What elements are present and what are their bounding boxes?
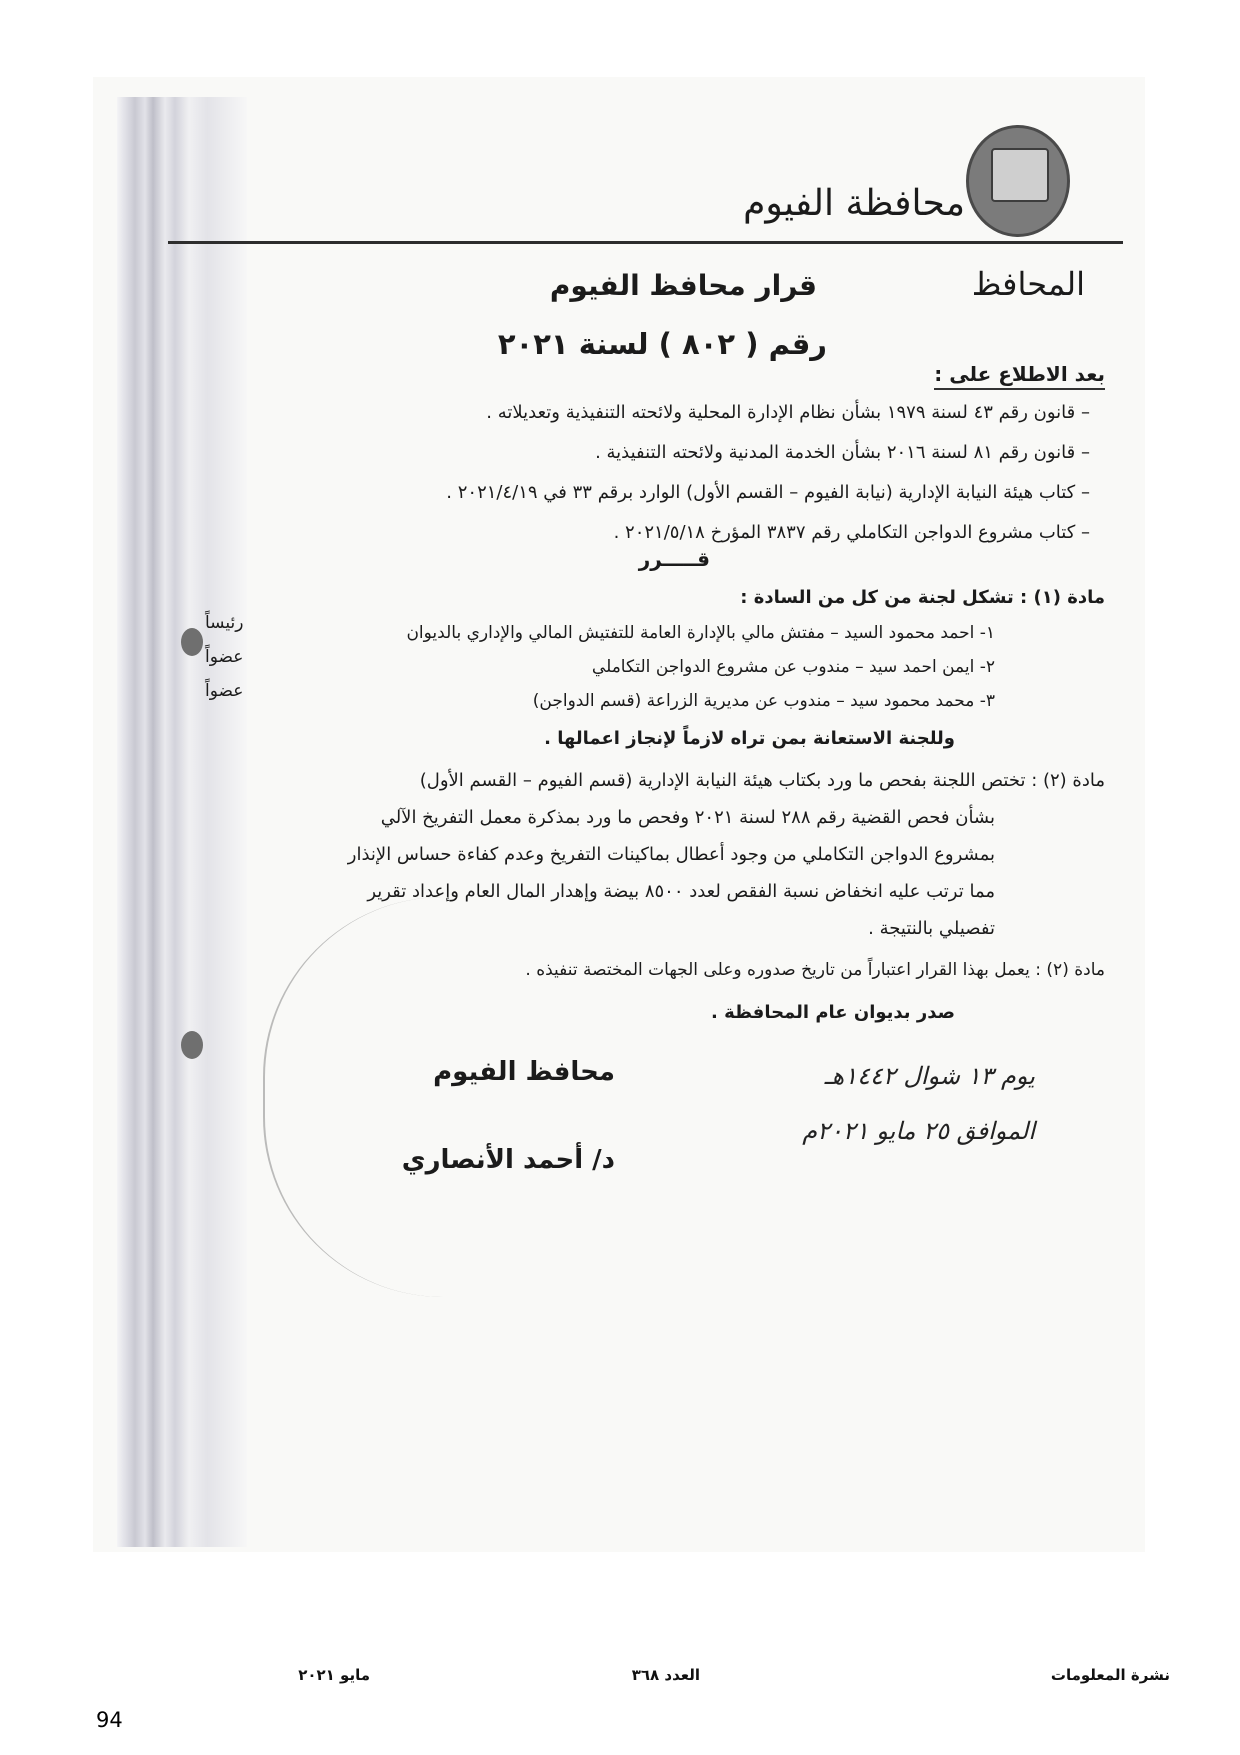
decision-number: رقم ( ٨٠٢ ) لسنة ٢٠٢١ xyxy=(497,327,827,361)
article2-line: بشأن فحص القضية رقم ٢٨٨ لسنة ٢٠٢١ وفحص ما ورد بمذكرة معمل التفريخ الآلي xyxy=(380,807,995,828)
office-label: المحافظ xyxy=(971,265,1085,303)
header-rule xyxy=(168,241,1123,244)
member-line: ١- احمد محمود السيد – مفتش مالي بالإدارة العامة للتفتيش المالي والإداري بالديوان xyxy=(406,623,995,643)
governor-name: د/ أحمد الأنصاري xyxy=(401,1145,615,1175)
governorate-seal-icon xyxy=(966,125,1070,237)
member-role: رئيساً xyxy=(205,613,244,633)
punch-hole xyxy=(181,628,203,656)
punch-hole xyxy=(181,1031,203,1059)
article3-line: مادة (٢) : يعمل بهذا القرار اعتباراً من تاريخ صدوره وعلى الجهات المختصة تنفيذه . xyxy=(525,960,1105,980)
seal-emblem xyxy=(991,148,1049,202)
issued-line: صدر بديوان عام المحافظة . xyxy=(710,1002,955,1023)
preamble-heading: بعد الاطلاع على : xyxy=(934,362,1105,390)
article2-line: بمشروع الدواجن التكاملي من وجود أعطال بماكينات التفريخ وعدم كفاءة حساس الإنذار xyxy=(347,844,995,865)
footer-month: مايو ٢٠٢١ xyxy=(298,1666,370,1684)
member-role: عضواً xyxy=(205,647,244,667)
preamble-item: – كتاب مشروع الدواجن التكاملي رقم ٣٨٣٧ المؤرخ ٢٠٢١/٥/١٨ . xyxy=(613,522,1090,543)
article2-line: مادة (٢) : تختص اللجنة بفحص ما ورد بكتاب هيئة النيابة الإدارية (قسم الفيوم – القسم الأول) xyxy=(419,770,1105,791)
member-line: ٣- محمد محمود سيد – مندوب عن مديرية الزراعة (قسم الدواجن) xyxy=(532,691,995,711)
governor-title: محافظ الفيوم xyxy=(433,1057,615,1087)
member-line: ٢- ايمن احمد سيد – مندوب عن مشروع الدواجن التكاملي xyxy=(591,657,995,677)
binder-edge xyxy=(117,97,247,1547)
preamble-item: – قانون رقم ٤٣ لسنة ١٩٧٩ بشأن نظام الإدارة المحلية ولائحته التنفيذية وتعديلاته . xyxy=(486,402,1090,423)
hijri-date: يوم ١٣ شوال ١٤٤٢هـ xyxy=(824,1062,1035,1090)
preamble-item: – قانون رقم ٨١ لسنة ٢٠١٦ بشأن الخدمة المدنية ولائحته التنفيذية . xyxy=(595,442,1090,463)
article2-line: مما ترتب عليه انخفاض نسبة الفقص لعدد ٨٥٠٠ بيضة وإهدار المال العام وإعداد تقرير xyxy=(367,881,995,902)
page-number: 94 xyxy=(96,1708,123,1732)
governorate-name: محافظة الفيوم xyxy=(743,183,965,224)
assist-line: وللجنة الاستعانة بمن تراه لازماً لإنجاز اعمالها . xyxy=(544,728,955,749)
article2-line: تفصيلي بالنتيجة . xyxy=(868,918,995,939)
preamble-item: – كتاب هيئة النيابة الإدارية (نيابة الفيوم – القسم الأول) الوارد برقم ٣٣ في ٢٠٢١/٤/١٩ . xyxy=(446,482,1090,503)
member-role: عضواً xyxy=(205,681,244,701)
footer-issue: العدد ٣٦٨ xyxy=(631,1666,700,1684)
handwritten-signature xyxy=(263,897,625,1297)
footer-bulletin: نشرة المعلومات xyxy=(1050,1666,1170,1684)
decides-heading: قـــــرر xyxy=(638,547,710,571)
scanned-decree xyxy=(93,77,1145,1552)
decision-title: قرار محافظ الفيوم xyxy=(549,269,817,302)
article1-heading: مادة (١) : تشكل لجنة من كل من السادة : xyxy=(740,587,1105,608)
gregorian-date: الموافق ٢٥ مايو ٢٠٢١م xyxy=(802,1117,1035,1145)
